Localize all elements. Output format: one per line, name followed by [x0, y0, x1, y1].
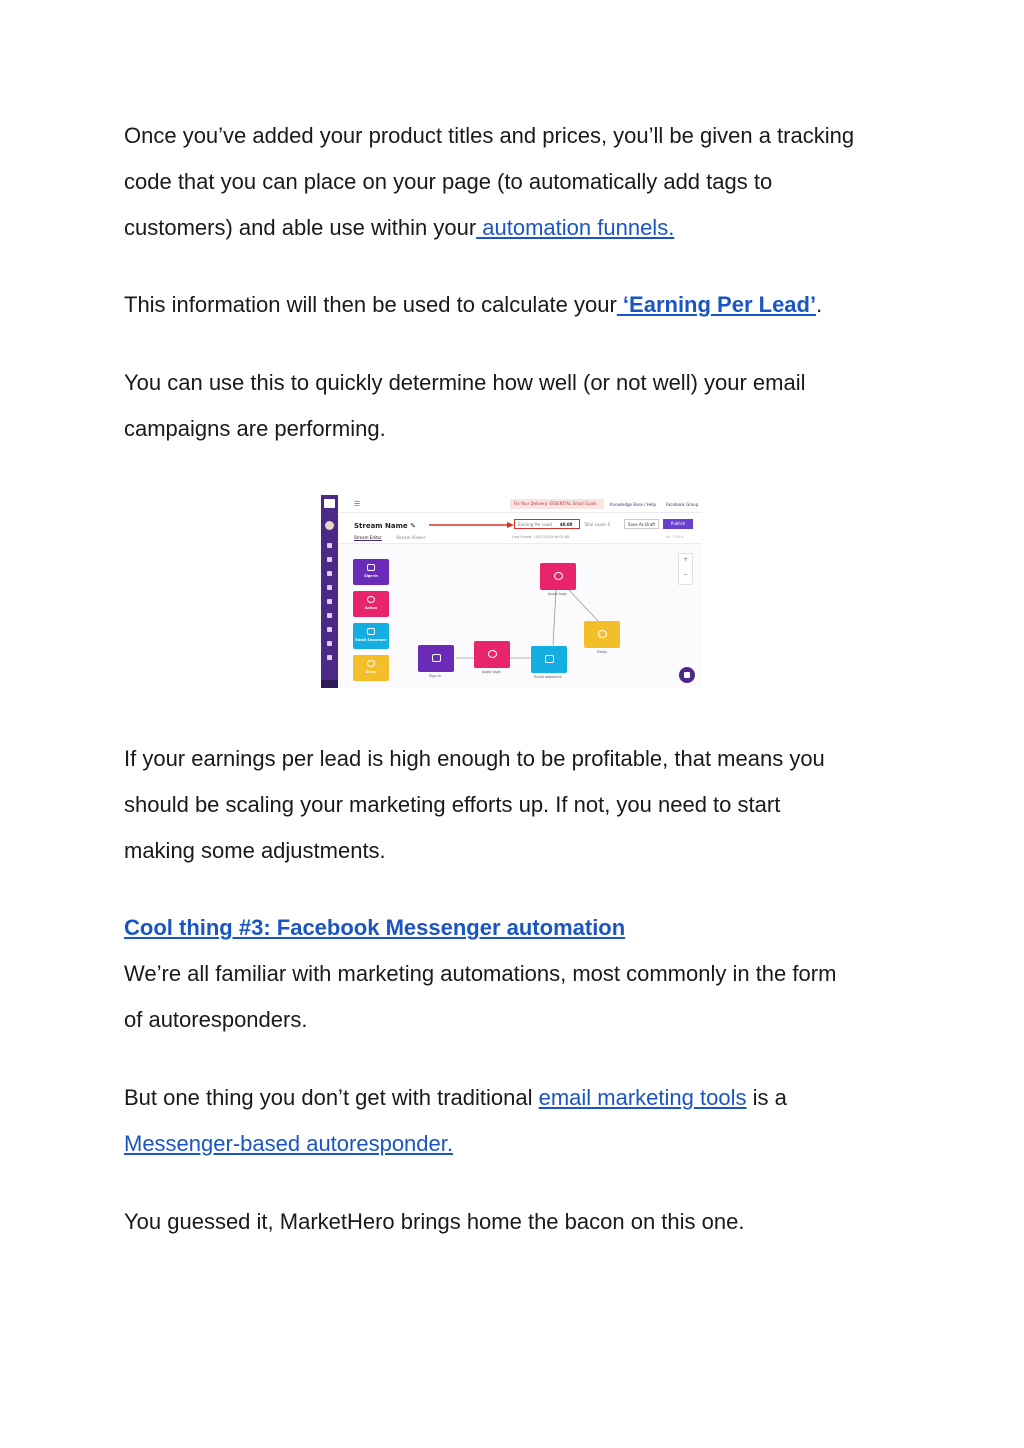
stream-name: Stream Name ✎	[354, 522, 416, 530]
palette-sign-in	[353, 559, 389, 585]
connector	[553, 590, 556, 645]
node-apply-tags-top	[540, 563, 576, 590]
action-icon	[367, 596, 375, 603]
zoom-readout: All · 100%	[666, 535, 684, 539]
sign-in-icon	[367, 564, 375, 571]
text-line: making some adjustments.	[124, 838, 386, 863]
text-line: You can use this to quickly determine how well (or not well) your email	[124, 370, 806, 395]
palette-delay	[353, 655, 389, 681]
email-marketing-tools-link[interactable]: email marketing tools	[538, 1085, 747, 1110]
node-apply-tags-bottom	[474, 641, 510, 668]
node-email-sequence	[531, 646, 567, 673]
facebook-group-link: Facebook Group	[666, 502, 699, 507]
text-line: We’re all familiar with marketing automations, most commonly in the form	[124, 961, 837, 986]
email-icon	[367, 628, 375, 635]
text-line: Once you’ve added your product titles and prices, you’ll be given a tracking	[124, 123, 855, 148]
sign-in-icon	[432, 654, 441, 662]
text-line: of autoresponders.	[124, 1007, 308, 1032]
paragraph-markethero	[124, 1199, 904, 1245]
last-saved-text: Last Saved: 10/27/2019 at 01:48	[512, 535, 570, 539]
text-line: code that you can place on your page (to automatically add tags to	[124, 169, 773, 194]
total-leads: Total Leads 0	[584, 522, 611, 527]
save-as-draft-button: Save As Draft	[624, 519, 659, 529]
node-delay	[584, 621, 620, 648]
text-line: If your earnings per lead is high enough to be profitable, that means you	[124, 746, 825, 771]
node-label: Sign-in	[429, 674, 442, 678]
earning-per-lead-link[interactable]: ‘Earning Per Lead’	[616, 292, 817, 317]
zoom-in-icon: +	[683, 556, 689, 563]
clock-icon	[598, 630, 607, 638]
earning-value: $0.00	[559, 522, 573, 527]
earning-label: Earning Per Lead	[518, 522, 552, 527]
text-line	[124, 282, 904, 328]
chat-icon	[679, 667, 695, 683]
text-segment: This information will then be used to calculate your	[124, 292, 617, 317]
text-segment: is a	[746, 1085, 787, 1110]
text-line: should be scaling your marketing efforts up. If not, you need to start	[124, 792, 781, 817]
action-icon	[554, 572, 563, 580]
text-line	[124, 1121, 904, 1167]
knowledge-base-link: Knowledge Base / Help	[610, 502, 657, 507]
arrow-head	[507, 522, 514, 528]
messenger-autoresponder-link[interactable]: Messenger-based autoresponder.	[124, 1131, 453, 1156]
palette-action	[353, 591, 389, 617]
palette-label: Email Sequence	[355, 638, 387, 642]
palette-label: Sign-in	[364, 574, 378, 578]
paragraph-autoresponders	[124, 951, 904, 1043]
node-label: Email sequence	[534, 675, 562, 679]
connector	[569, 590, 599, 622]
paragraph-tracking-code	[124, 113, 904, 251]
menu-icon: ☰	[354, 500, 361, 508]
publish-button: Publish	[663, 519, 693, 529]
tab-stream-editor: Stream Editor	[354, 535, 382, 540]
section-heading-messenger[interactable]: Cool thing #3: Facebook Messenger automation	[124, 915, 626, 940]
delivery-warning-banner: Fix Your Delivery: ESSENTIAL Email Guide	[510, 499, 604, 509]
text-segment: customers) and able use within your	[124, 215, 477, 240]
palette-email-sequence	[353, 623, 389, 649]
email-icon	[545, 655, 554, 663]
node-sign-in	[418, 645, 454, 672]
clock-icon	[367, 660, 375, 667]
action-icon	[488, 650, 497, 658]
zoom-controls	[678, 553, 693, 585]
text-line: You guessed it, MarketHero brings home the bacon on this one.	[124, 1209, 745, 1234]
text-segment: But one thing you don’t get with traditional	[124, 1085, 539, 1110]
tab-stream-viewer: Stream Viewer	[396, 535, 426, 540]
zoom-out-icon: −	[683, 571, 689, 578]
paragraph-campaigns	[124, 360, 904, 452]
text-segment: .	[816, 292, 823, 317]
text-line	[124, 1075, 904, 1121]
node-label: Apply tags	[548, 592, 567, 596]
paragraph-earning-per-lead	[124, 282, 904, 328]
text-line: campaigns are performing.	[124, 416, 386, 441]
stream-editor-screenshot	[321, 495, 702, 688]
automation-funnels-link[interactable]: automation funnels.	[476, 215, 675, 240]
node-label: Delay	[597, 650, 608, 654]
paragraph-messenger-tools	[124, 1075, 904, 1167]
text-line	[124, 205, 904, 251]
palette-label: Action	[364, 606, 378, 610]
node-label: Apply tags	[482, 670, 501, 674]
palette-label: Delay	[365, 670, 377, 674]
paragraph-scaling	[124, 736, 904, 874]
